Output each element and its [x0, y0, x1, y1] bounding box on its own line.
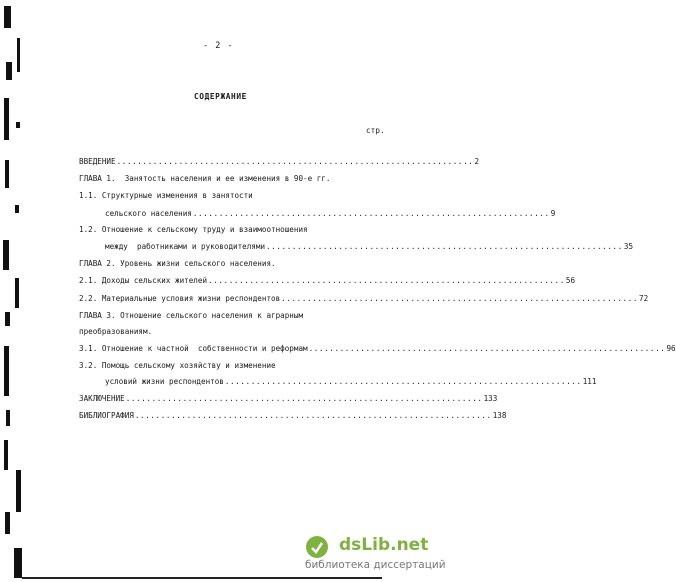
watermark-subtitle: библиотека диссертаций	[305, 559, 446, 571]
toc-entry: ГЛАВА 3. Отношение сельского населения к аграрным	[79, 311, 304, 320]
dot-leader: .....................................................................	[266, 242, 623, 251]
toc-entry: сельского населения ..................................................................... 9	[105, 209, 556, 218]
page-column-label: стр.	[366, 126, 385, 135]
scan-edge-marks	[0, 0, 26, 582]
toc-entry: 1.1. Структурные изменения в занятости	[79, 191, 253, 200]
scan-bottom-edge	[22, 577, 382, 579]
toc-entry: 2.1. Доходы сельских жителей ..................................................................... 56	[79, 276, 576, 285]
watermark-brand: dsLib.net	[339, 535, 429, 555]
toc-entry: 3.1. Отношение к частной собственности и реформам ..................................................................... 96	[79, 344, 676, 353]
toc-entry: ГЛАВА 2. Уровень жизни сельского населения.	[79, 259, 276, 268]
page-number: - 2 -	[203, 41, 234, 51]
dot-leader: .....................................................................	[281, 294, 639, 303]
toc-entry: ГЛАВА 1. Занятость населения и ее изменения в 90-е гг.	[79, 174, 331, 183]
dot-leader: .....................................................................	[116, 157, 474, 166]
toc-entry: 1.2. Отношение к сельскому труду и взаимоотношения	[79, 225, 308, 234]
toc-entry: ВВЕДЕНИЕ ..................................................................... 2	[79, 157, 480, 166]
toc-entry: ЗАКЛЮЧЕНИЕ ..................................................................... 133	[79, 394, 498, 403]
dot-leader: .....................................................................	[192, 209, 550, 218]
dot-leader: .....................................................................	[208, 276, 565, 285]
dot-leader: .....................................................................	[308, 344, 666, 353]
toc-entry: 2.2. Материальные условия жизни респондентов ..................................................................... 72	[79, 294, 649, 303]
dot-leader: .....................................................................	[224, 377, 582, 386]
toc-entry: между работниками и руководителями ..................................................................... 35	[105, 242, 634, 251]
watermark	[305, 535, 445, 577]
toc-entry: 3.2. Помощь сельскому хозяйству и изменение	[79, 361, 276, 370]
toc-entry: условий жизни респондентов ..................................................................... 111	[105, 377, 597, 386]
dot-leader: .....................................................................	[125, 394, 483, 403]
dslib-logo-icon	[305, 535, 329, 559]
toc-entry: преобразованиям.	[79, 327, 153, 336]
dot-leader: .....................................................................	[134, 411, 492, 420]
page-title: СОДЕРЖАНИЕ	[194, 92, 247, 101]
toc-entry: БИБЛИОГРАФИЯ ..................................................................... 138	[79, 411, 507, 420]
